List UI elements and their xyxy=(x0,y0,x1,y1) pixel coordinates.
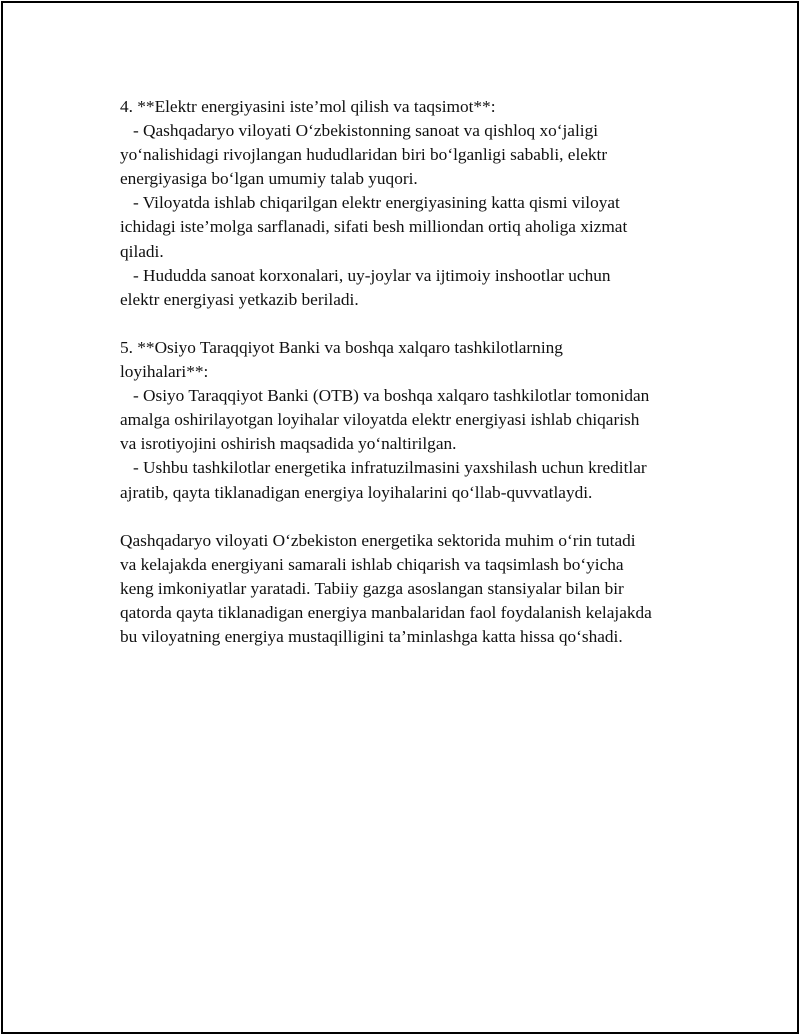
paragraph-spacer xyxy=(120,505,710,529)
section-4-heading: 4. **Elektr energiyasini iste’mol qilish va taqsimot**: xyxy=(120,97,496,116)
section-5-line: amalga oshirilayotgan loyihalar viloyatda elektr energiyasi ishlab chiqarish xyxy=(120,410,640,430)
section-5-heading-cont: loyihalari**: xyxy=(120,362,209,382)
conclusion-line: keng imkoniyatlar yaratadi. Tabiiy gazga asoslangan stansiyalar bilan bir xyxy=(120,578,624,598)
conclusion-line: bu viloyatning energiya mustaqilligini ta’minlashga katta hissa qo‘shadi. xyxy=(120,627,623,647)
section-4 xyxy=(120,95,710,312)
section-5-line: va isrotiyojini oshirish maqsadida yo‘naltirilgan. xyxy=(120,434,457,454)
paragraph-spacer xyxy=(120,312,710,336)
section-5 xyxy=(120,336,710,505)
conclusion-line: qatorda qayta tiklanadigan energiya manbalaridan faol foydalanish kelajakda xyxy=(120,602,652,622)
section-5-line: - Ushbu tashkilotlar energetika infratuzilmasini yaxshilash uchun kreditlar xyxy=(120,458,647,478)
section-4-line: elektr energiyasi yetkazib beriladi. xyxy=(120,289,359,309)
section-4-line: qiladi. xyxy=(120,241,164,261)
section-4-line: energiyasiga bo‘lgan umumiy talab yuqori. xyxy=(120,169,418,189)
section-4-line: - Qashqadaryo viloyati O‘zbekistonning sanoat va qishloq xo‘jaligi xyxy=(120,121,599,141)
section-4-line: - Viloyatda ishlab chiqarilgan elektr energiyasining katta qismi viloyat xyxy=(120,193,620,213)
section-5-line: ajratib, qayta tiklanadigan energiya loyihalarini qo‘llab-quvvatlaydi. xyxy=(120,482,593,502)
section-4-line: ichidagi iste’molga sarflanadi, sifati besh milliondan ortiq aholiga xizmat xyxy=(120,217,628,237)
document-body xyxy=(120,95,710,649)
conclusion-paragraph xyxy=(120,529,710,649)
section-5-heading: 5. **Osiyo Taraqqiyot Banki va boshqa xalqaro tashkilotlarning xyxy=(120,337,563,357)
page-frame xyxy=(1,1,799,1034)
section-4-line: - Hududda sanoat korxonalari, uy-joylar va ijtimoiy inshootlar uchun xyxy=(120,265,611,285)
section-5-line: - Osiyo Taraqqiyot Banki (OTB) va boshqa xalqaro tashkilotlar tomonidan xyxy=(120,386,650,406)
conclusion-line: Qashqadaryo viloyati O‘zbekiston energetika sektorida muhim o‘rin tutadi xyxy=(120,530,636,550)
section-4-line: yo‘nalishidagi rivojlangan hududlaridan biri bo‘lganligi sababli, elektr xyxy=(120,145,608,165)
conclusion-line: va kelajakda energiyani samarali ishlab chiqarish va taqsimlash bo‘yicha xyxy=(120,554,624,574)
